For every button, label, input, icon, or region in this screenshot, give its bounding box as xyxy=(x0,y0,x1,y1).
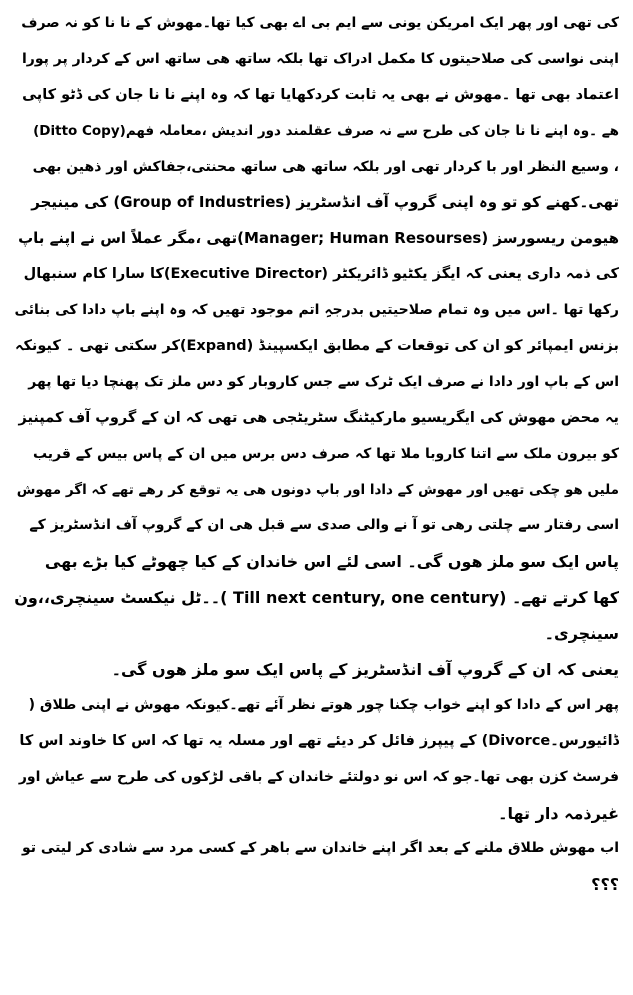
text-line: پھر اس کے دادا کو اپنے خواب چکنا چور ھوتے نظر آئے تھے۔کیونکہ مھوش نے اپنی طلاق ( xyxy=(28,696,619,713)
text-line: کھا کرتے تھے۔ (Till next century, one century )۔۔ٹل نیکسٹ سینچری،،ون xyxy=(14,588,619,608)
text-line: تھی۔کھنے کو تو وہ اپنی گروپ آف انڈسٹریز (Group of Industries) کی مینیجر xyxy=(31,193,619,212)
text-line: اپنی نواسی کی صلاحیتوں کا مکمل ادراک تھا بلکہ ساتھ ھی ساتھ اس کے کردار پر پورا xyxy=(21,50,619,67)
text-line: یعنی کہ ان کے گروپ آف انڈسٹریز کے پاس ایک سو ملز ھوں گی۔ xyxy=(111,660,619,680)
text-line: (Ditto Copy)ھے ۔وہ اپنے نا نا جان کی طرح سے نہ صرف عقلمند دور اندیش ،معاملہ فھم xyxy=(33,122,619,139)
text-line: پاس ایک سو ملز ھوں گی۔ اسی لئے اس خاندان کے کیا چھوٹے کیا بڑے بھی xyxy=(44,552,619,572)
text-line: بزنس ایمپائر کو ان کی توقعات کے مطابق ایکسپینڈ (Expand)کر سکتی تھی ۔ کیونکہ xyxy=(14,338,619,355)
text-line: سینچری۔ xyxy=(544,624,619,644)
text-line: کو بیرون ملک سے اتنا کاروبا ملا تھا کہ صرف دس برس میں ان کے پاس بیس کے قریب xyxy=(32,445,619,462)
text-line: کی ذمہ داری یعنی کہ ایگز یکٹیو ڈائریکٹر (Executive Director)کا سارا کام سنبھال xyxy=(23,266,619,283)
text-line: رکھا تھا ۔اس میں وہ تمام صلاحیتیں بدرجہِ اتم موجود تھیں کہ وہ اپنے باپ دادا کی بنائی xyxy=(14,302,619,319)
text-line: ؟؟؟ xyxy=(591,875,619,895)
text-line: فرسٹ کزن بھی تھا۔جو کہ اس نو دولتئے خاندان کے باقی لڑکوں کی طرح سے عیاش اور xyxy=(18,768,619,785)
text-line: اب مھوش طلاق ملنے کے بعد اگر اپنے خاندان سے باھر کے کسی مرد سے شادی کر لیتی تو xyxy=(22,840,619,857)
text-line: ملیں ھو چکی تھیں اور مھوش کے دادا اور باپ دونوں ھی یہ توقع کر رھے تھے کہ اگر مھوش xyxy=(16,481,619,498)
text-line: اسی رفتار سے چلتی رھی تو آ نے والی صدی سے قبل ھی ان کے گروپ آف انڈسٹریز کے xyxy=(29,517,619,534)
text-line: کی تھی اور پھر ایک امریکن یونی سے ایم بی اے بھی کیا تھا۔مھوش کے نا نا کو نہ صرف xyxy=(21,15,619,31)
text-line: ھیومن ریسورسز (Manager; Human Resourses)تھی ،مگر عملاً اس نے اپنے باپ xyxy=(18,229,619,248)
text-line: اعتماد بھی تھا ۔مھوش نے بھی یہ ثابت کردکھایا تھا کہ وہ اپنے نا نا جان کی ڈٹو کاپی xyxy=(22,86,619,103)
text-line: اس کے باپ اور دادا نے صرف ایک ٹرک سے جس کاروبار کو دس ملز تک پھنچا دیا تھا پھر xyxy=(28,373,619,390)
text-line: یہ محض مھوش کی ایگریسیو مارکیٹنگ سٹریٹجی ھی تھی کہ ان کے گروپ آف کمپنیز xyxy=(18,409,619,426)
text-line: غیرذمہ دار تھا۔ xyxy=(498,803,619,823)
text-line: ، وسیع النظر اور با کردار تھی اور بلکہ ساتھ ھی ساتھ محنتی،جفاکش اور ذھین بھی xyxy=(32,158,619,175)
text-line: ڈائیورس۔Divorce) کے پیپرز فائل کر دیئے تھے اور مسلہ یہ تھا کہ اس کا خاوند اس کا xyxy=(19,732,619,749)
